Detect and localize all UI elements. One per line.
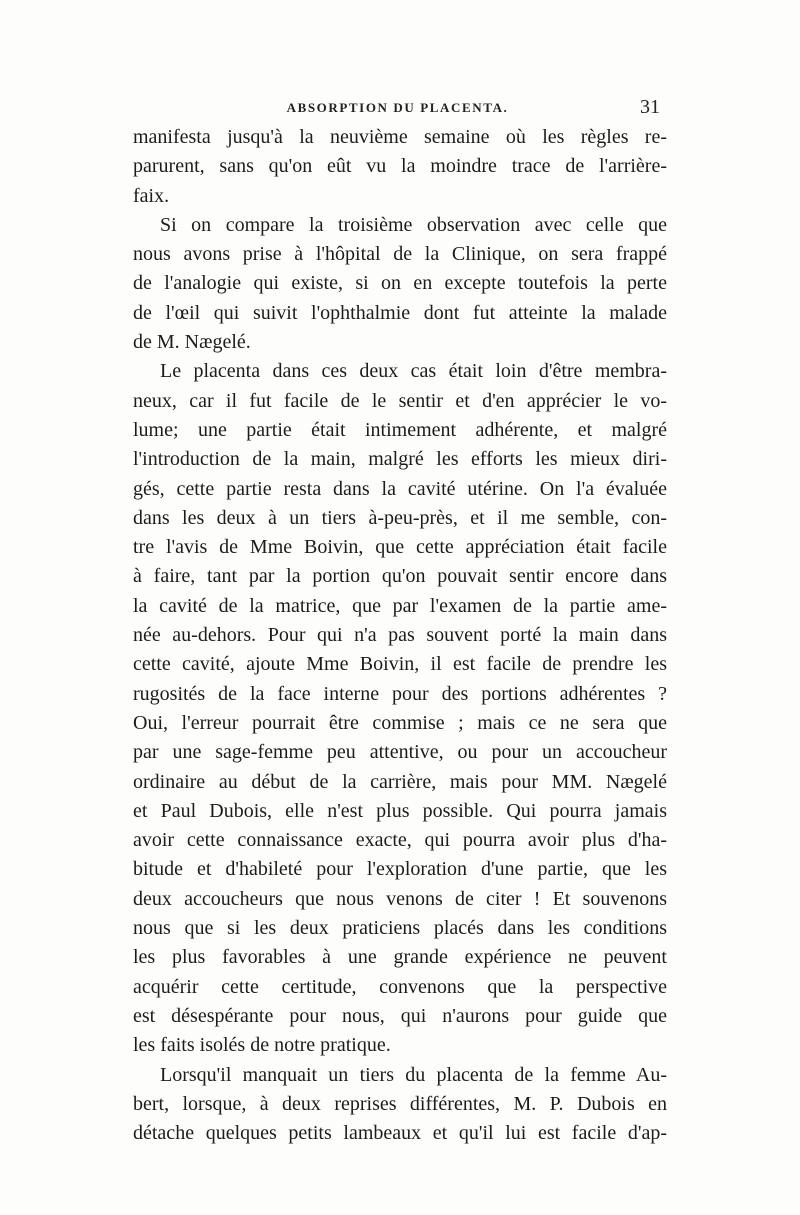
text-line: à faire, tant par la portion qu'on pouvait sentir encore dans <box>133 565 667 588</box>
text-line: les faits isolés de notre pratique. <box>133 1034 391 1057</box>
text-line: par une sage-femme peu attentive, ou pour un accoucheur <box>133 741 667 764</box>
text-line: l'introduction de la main, malgré les efforts les mieux diri- <box>133 448 667 471</box>
text-line: nous que si les deux praticiens placés dans les conditions <box>133 917 667 940</box>
text-line: bert, lorsque, à deux reprises différentes, M. P. Dubois en <box>133 1092 667 1115</box>
text-line: tre l'avis de Mme Boivin, que cette appréciation était facile <box>133 536 667 559</box>
text-line: Lorsqu'il manquait un tiers du placenta de la femme Au- <box>160 1063 667 1086</box>
text-line: faix. <box>133 184 170 207</box>
text-line: ordinaire au début de la carrière, mais pour MM. Nægelé <box>133 770 667 793</box>
text-line: Si on compare la troisième observation avec celle que <box>160 213 667 236</box>
text-line: parurent, sans qu'on eût vu la moindre trace de l'arrière- <box>133 155 667 178</box>
paragraph <box>133 357 667 1060</box>
text-line: manifesta jusqu'à la neuvième semaine où les règles re- <box>133 126 667 148</box>
text-line: Oui, l'erreur pourrait être commise ; mais ce ne sera que <box>133 711 667 734</box>
text-line: nous avons prise à l'hôpital de la Clinique, on sera frappé <box>133 243 667 266</box>
text-line: bitude et d'habileté pour l'exploration d'une partie, que les <box>133 858 667 881</box>
text-line: est désespérante pour nous, qui n'aurons pour guide que <box>133 1004 667 1027</box>
paragraph <box>133 211 667 357</box>
text-line: deux accoucheurs que nous venons de citer ! Et souvenons <box>133 887 667 910</box>
text-line: les plus favorables à une grande expérience ne peuvent <box>133 946 667 969</box>
text-line: avoir cette connaissance exacte, qui pourra avoir plus d'ha- <box>133 829 667 852</box>
text-line: la cavité de la matrice, que par l'examen de la partie ame- <box>133 594 667 617</box>
running-head <box>135 96 660 120</box>
text-line: neux, car il fut facile de le sentir et d'en apprécier le vo- <box>133 389 667 412</box>
text-line: de l'œil qui suivit l'ophthalmie dont fut atteinte la malade <box>133 301 667 324</box>
body-text <box>133 123 667 1148</box>
text-line: née au-dehors. Pour qui n'a pas souvent porté la main dans <box>133 624 667 647</box>
text-line: acquérir cette certitude, convenons que la perspective <box>133 975 667 998</box>
text-line: rugosités de la face interne pour des portions adhérentes ? <box>133 682 667 705</box>
text-line: lume; une partie était intimement adhérente, et malgré <box>133 418 667 441</box>
text-line: dans les deux à un tiers à-peu-près, et il me semble, con- <box>133 506 667 529</box>
paragraph <box>133 1061 667 1149</box>
text-line: de l'analogie qui existe, si on en excepte toutefois la perte <box>133 272 667 295</box>
text-line: Le placenta dans ces deux cas était loin d'être membra- <box>160 360 667 383</box>
paragraph <box>133 123 667 211</box>
text-line: cette cavité, ajoute Mme Boivin, il est facile de prendre les <box>133 653 667 676</box>
text-line: gés, cette partie resta dans la cavité utérine. On l'a évaluée <box>133 477 667 500</box>
text-line: détache quelques petits lambeaux et qu'il lui est facile d'ap- <box>133 1122 667 1145</box>
text-line: et Paul Dubois, elle n'est plus possible. Qui pourra jamais <box>133 799 667 822</box>
running-title: ABSORPTION DU PLACENTA. <box>286 100 509 115</box>
page-number: 31 <box>640 96 660 118</box>
text-line: de M. Nægelé. <box>133 331 251 354</box>
